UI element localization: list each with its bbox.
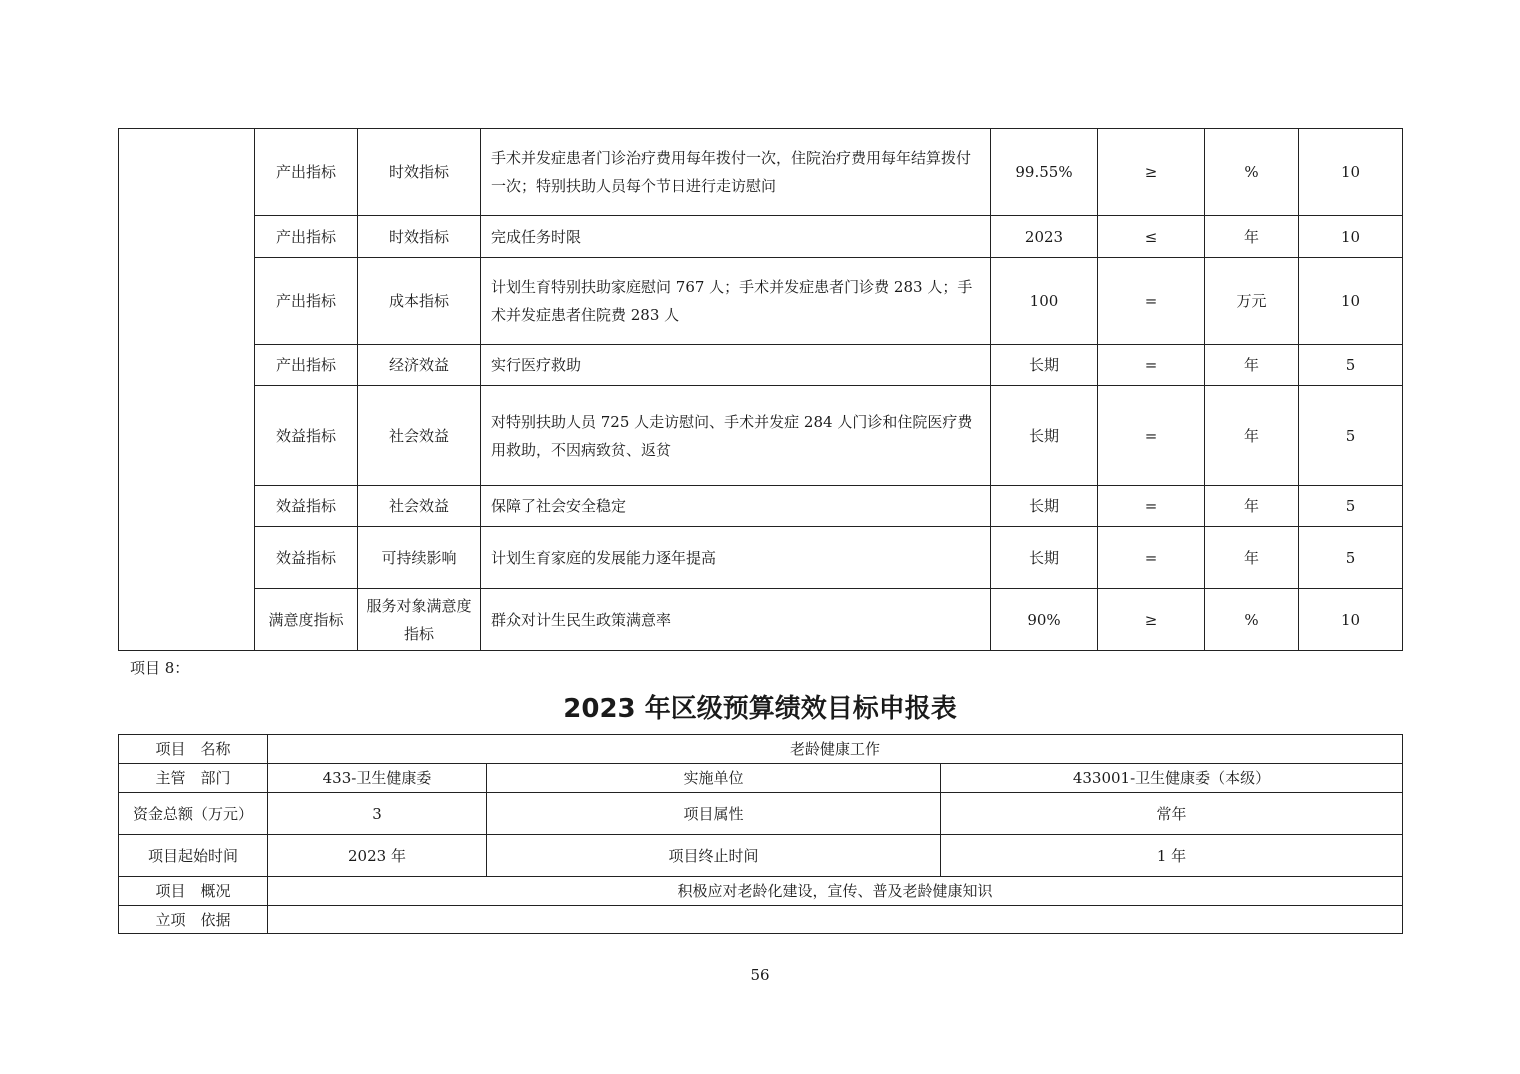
indicator-level2: 时效指标	[358, 216, 481, 258]
indicator-unit: %	[1205, 129, 1299, 216]
impl-unit-value: 433001-卫生健康委（本级）	[941, 764, 1403, 793]
indicator-operator: =	[1098, 345, 1205, 386]
basis-value	[268, 906, 1403, 934]
indicator-value: 长期	[991, 345, 1098, 386]
indicator-level1: 效益指标	[255, 527, 358, 589]
indicator-value: 100	[991, 258, 1098, 345]
indicator-operator: ≥	[1098, 129, 1205, 216]
indicator-content: 群众对计生民生政策满意率	[481, 589, 991, 651]
indicator-weight: 10	[1299, 589, 1403, 651]
indicator-level2: 社会效益	[358, 386, 481, 486]
table-row	[119, 793, 1403, 835]
indicator-operator: =	[1098, 258, 1205, 345]
indicator-weight: 10	[1299, 129, 1403, 216]
indicator-operator: ≤	[1098, 216, 1205, 258]
indicator-value: 长期	[991, 527, 1098, 589]
indicator-operator: =	[1098, 527, 1205, 589]
indicator-level2: 可持续影响	[358, 527, 481, 589]
indicator-unit: %	[1205, 589, 1299, 651]
indicator-unit: 年	[1205, 527, 1299, 589]
indicator-level1: 效益指标	[255, 386, 358, 486]
table-row	[119, 735, 1403, 764]
indicator-unit: 年	[1205, 486, 1299, 527]
project-info-table	[118, 734, 1403, 934]
indicator-level2: 社会效益	[358, 486, 481, 527]
merged-category-cell	[119, 129, 255, 651]
dept-value: 433-卫生健康委	[268, 764, 487, 793]
indicator-unit: 万元	[1205, 258, 1299, 345]
indicator-weight: 5	[1299, 486, 1403, 527]
indicator-unit: 年	[1205, 386, 1299, 486]
indicator-operator: ≥	[1098, 589, 1205, 651]
indicator-value: 2023	[991, 216, 1098, 258]
table-row	[119, 764, 1403, 793]
project-name-value: 老龄健康工作	[268, 735, 1403, 764]
indicator-level2: 成本指标	[358, 258, 481, 345]
page-number: 56	[750, 966, 770, 984]
table-row	[119, 835, 1403, 877]
indicator-operator: =	[1098, 386, 1205, 486]
indicator-level2: 时效指标	[358, 129, 481, 216]
table-row	[119, 258, 1403, 345]
table-row	[119, 486, 1403, 527]
indicator-level1: 产出指标	[255, 345, 358, 386]
indicator-level2: 服务对象满意度指标	[358, 589, 481, 651]
end-time-label: 项目终止时间	[487, 835, 941, 877]
indicator-content: 实行医疗救助	[481, 345, 991, 386]
indicator-weight: 5	[1299, 345, 1403, 386]
form-title: 2023 年区级预算绩效目标申报表	[563, 694, 957, 724]
indicator-value: 长期	[991, 486, 1098, 527]
indicator-value: 90%	[991, 589, 1098, 651]
indicator-level1: 产出指标	[255, 258, 358, 345]
indicator-operator: =	[1098, 486, 1205, 527]
indicator-content: 完成任务时限	[481, 216, 991, 258]
attr-label: 项目属性	[487, 793, 941, 835]
attr-value: 常年	[941, 793, 1403, 835]
indicator-weight: 10	[1299, 216, 1403, 258]
fund-value: 3	[268, 793, 487, 835]
project-label: 项目 8：	[130, 659, 190, 677]
start-time-label: 项目起始时间	[119, 835, 268, 877]
table-row	[119, 906, 1403, 934]
indicator-unit: 年	[1205, 345, 1299, 386]
table-row	[119, 216, 1403, 258]
table-row	[119, 527, 1403, 589]
indicator-level1: 产出指标	[255, 129, 358, 216]
indicator-content: 计划生育家庭的发展能力逐年提高	[481, 527, 991, 589]
table-row	[119, 345, 1403, 386]
start-time-value: 2023 年	[268, 835, 487, 877]
indicator-table	[118, 128, 1403, 651]
table-row	[119, 386, 1403, 486]
indicator-level1: 产出指标	[255, 216, 358, 258]
dept-label: 主管 部门	[119, 764, 268, 793]
indicator-content: 保障了社会安全稳定	[481, 486, 991, 527]
indicator-level1: 满意度指标	[255, 589, 358, 651]
indicator-weight: 5	[1299, 527, 1403, 589]
indicator-weight: 10	[1299, 258, 1403, 345]
indicator-level1: 效益指标	[255, 486, 358, 527]
indicator-level2: 经济效益	[358, 345, 481, 386]
fund-label: 资金总额（万元）	[119, 793, 268, 835]
indicator-unit: 年	[1205, 216, 1299, 258]
indicator-weight: 5	[1299, 386, 1403, 486]
indicator-value: 长期	[991, 386, 1098, 486]
overview-value: 积极应对老龄化建设，宣传、普及老龄健康知识	[268, 877, 1403, 906]
indicator-content: 计划生育特别扶助家庭慰问 767 人；手术并发症患者门诊费 283 人；手术并发症患者住院费 283 人	[481, 258, 991, 345]
indicator-content: 对特别扶助人员 725 人走访慰问、手术并发症 284 人门诊和住院医疗费用救助，不因病致贫、返贫	[481, 386, 991, 486]
table-row	[119, 589, 1403, 651]
indicator-content: 手术并发症患者门诊治疗费用每年拨付一次，住院治疗费用每年结算拨付一次；特别扶助人员每个节日进行走访慰问	[481, 129, 991, 216]
overview-label: 项目 概况	[119, 877, 268, 906]
impl-unit-label: 实施单位	[487, 764, 941, 793]
basis-label: 立项 依据	[119, 906, 268, 934]
end-time-value: 1 年	[941, 835, 1403, 877]
indicator-value: 99.55%	[991, 129, 1098, 216]
table-row	[119, 129, 1403, 216]
project-name-label: 项目 名称	[119, 735, 268, 764]
table-row	[119, 877, 1403, 906]
